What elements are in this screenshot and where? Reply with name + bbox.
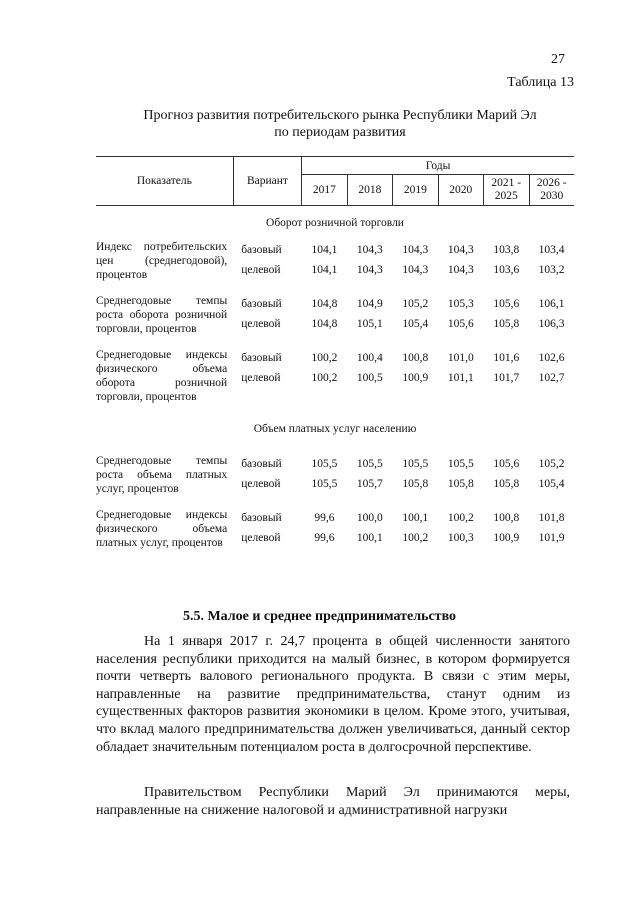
value: 105,5 [311,458,338,470]
value: 105,7 [356,478,383,490]
column-header-year: 2017 [302,175,347,206]
value: 101,1 [447,372,474,384]
value: 101,7 [493,372,520,384]
variant-label: целевой [241,478,281,490]
spacer-row [96,496,574,504]
value: 104,1 [311,264,338,276]
value-cell [347,236,392,282]
value-cell [393,236,438,282]
column-header-year: 2021 - 2025 [484,175,529,206]
value: 104,3 [402,264,429,276]
column-header-indicator: Показатель [96,157,233,206]
value: 105,4 [538,478,565,490]
value: 105,6 [493,298,520,310]
indicator-cell: Среднегодовые индексы физического объема платных услуг, процентов [96,509,228,549]
value-cell [347,450,392,496]
value: 101,6 [493,352,520,364]
value: 104,3 [356,264,383,276]
value: 102,6 [538,352,565,364]
value-cell [393,344,438,404]
value: 100,8 [402,352,429,364]
column-header-year: 2026 - 2030 [529,175,574,206]
value: 105,6 [447,318,474,330]
value-cell [347,344,392,404]
value: 101,9 [538,532,565,544]
value: 104,3 [356,244,383,256]
value-cell [529,236,574,282]
value: 101,8 [538,512,565,524]
indicator-cell: Среднегодовые темпы роста объема платных услуг, процентов [96,455,228,495]
value: 105,8 [402,478,429,490]
value-cell [302,344,347,404]
value: 104,3 [447,264,474,276]
spacer-cell [96,336,574,344]
value: 104,3 [402,244,429,256]
value-cell [302,290,347,336]
table-body [96,206,574,559]
column-header-year: 2019 [393,175,438,206]
value-cell [484,344,529,404]
value: 105,5 [311,478,338,490]
value: 105,2 [538,458,565,470]
value-cell [438,504,483,550]
variant-label: целевой [241,532,281,544]
value: 100,2 [311,352,338,364]
value: 103,4 [538,244,565,256]
value: 105,5 [402,458,429,470]
page-number: 27 [551,52,565,67]
value-cell [484,236,529,282]
value: 100,2 [447,512,474,524]
variant-cell [233,236,301,282]
variant-cell [233,504,301,550]
table-row [96,290,574,336]
value-cell [302,236,347,282]
value: 105,8 [447,478,474,490]
value: 105,6 [493,458,520,470]
table-row [96,450,574,496]
value: 101,0 [447,352,474,364]
value: 100,1 [402,512,429,524]
value: 105,1 [356,318,383,330]
value-cell [302,504,347,550]
value: 100,3 [447,532,474,544]
value-cell [347,504,392,550]
value: 105,4 [402,318,429,330]
paragraph: На 1 января 2017 г. 24,7 процента в общей численности занятого населения республики приходится на малый бизнес, в котором формируется почти четверть валового регионального продукта. В связи с этим меры, направленные на развитие предпринимательства, станут одним из существенных факторов развития экономики в целом. Кроме этого, учитывая, что вклад малого предпринимательства должен увеличиваться, данный сектор обладает значительным потенциалом роста в долгосрочной перспективе. [96,634,570,755]
table-row [96,236,574,282]
value-cell [529,290,574,336]
spacer-row [96,550,574,558]
value: 100,2 [311,372,338,384]
value-cell [438,344,483,404]
table-label: Таблица 13 [507,75,574,90]
value: 100,1 [356,532,383,544]
value-cell [302,450,347,496]
value: 104,8 [311,318,338,330]
spacer-row [96,404,574,412]
column-header-years-group: Годы [302,157,574,175]
forecast-table [96,156,574,558]
section-title: Объем платных услуг населению [253,423,417,435]
value-cell [393,504,438,550]
spacer-cell [96,442,574,450]
value: 105,3 [447,298,474,310]
value: 105,8 [493,478,520,490]
spacer-row [96,442,574,450]
value: 100,8 [493,512,520,524]
spacer-cell [96,496,574,504]
indicator-cell: Среднегодовые индексы физического объема оборота розничной торговли, процентов [96,349,228,403]
variant-label: базовый [241,298,282,310]
value: 104,9 [356,298,383,310]
section-heading: 5.5. Малое и среднее предпринимательство [182,609,457,624]
value: 99,6 [314,532,335,544]
column-header-year: 2018 [347,175,392,206]
value: 100,0 [356,512,383,524]
section-row [96,206,574,237]
variant-label: базовый [241,244,282,256]
value: 102,7 [538,372,565,384]
table-title-line-1: Прогноз развития потребительского рынка Республики Марий Эл [143,108,537,123]
variant-cell [233,290,301,336]
value-cell [529,450,574,496]
table-row [96,504,574,550]
value-cell [438,290,483,336]
value: 106,3 [538,318,565,330]
variant-cell [233,450,301,496]
spacer-cell [96,550,574,558]
value: 103,2 [538,264,565,276]
value: 104,1 [311,244,338,256]
value-cell [484,450,529,496]
value-cell [347,290,392,336]
value: 100,9 [493,532,520,544]
value-cell [438,450,483,496]
spacer-cell [96,282,574,290]
indicator-cell: Индекс потребительских цен (среднегодовой), процентов [96,241,228,281]
variant-label: базовый [241,512,282,524]
variant-cell [233,344,301,404]
value: 100,2 [402,532,429,544]
value: 103,8 [493,244,520,256]
column-header-variant: Вариант [233,157,301,206]
value-cell [529,344,574,404]
value: 106,1 [538,298,565,310]
value: 105,5 [447,458,474,470]
value: 100,5 [356,372,383,384]
value: 105,2 [402,298,429,310]
variant-label: базовый [241,458,282,470]
column-header-year: 2020 [438,175,483,206]
value-cell [484,290,529,336]
value-cell [529,504,574,550]
table-title [80,107,600,141]
value: 103,6 [493,264,520,276]
paragraph: Правительством Республики Марий Эл принимаются меры, направленные на снижение налоговой и административной нагрузки [96,785,570,818]
value: 100,4 [356,352,383,364]
variant-label: целевой [241,264,281,276]
table-title-line-2: по периодам развития [274,125,406,140]
value-cell [484,504,529,550]
value: 104,8 [311,298,338,310]
value: 100,9 [402,372,429,384]
variant-label: целевой [241,318,281,330]
value-cell [438,236,483,282]
spacer-row [96,336,574,344]
indicator-cell: Среднегодовые темпы роста оборота розничной торговли, процентов [96,295,228,335]
spacer-cell [96,404,574,412]
spacer-row [96,282,574,290]
value: 99,6 [314,512,335,524]
value: 105,8 [493,318,520,330]
table-row [96,344,574,404]
value: 104,3 [447,244,474,256]
value-cell [393,450,438,496]
section-row [96,412,574,442]
value: 105,5 [356,458,383,470]
variant-label: базовый [241,352,282,364]
variant-label: целевой [241,372,281,384]
value-cell [393,290,438,336]
section-title: Оборот розничной торговли [266,217,404,229]
